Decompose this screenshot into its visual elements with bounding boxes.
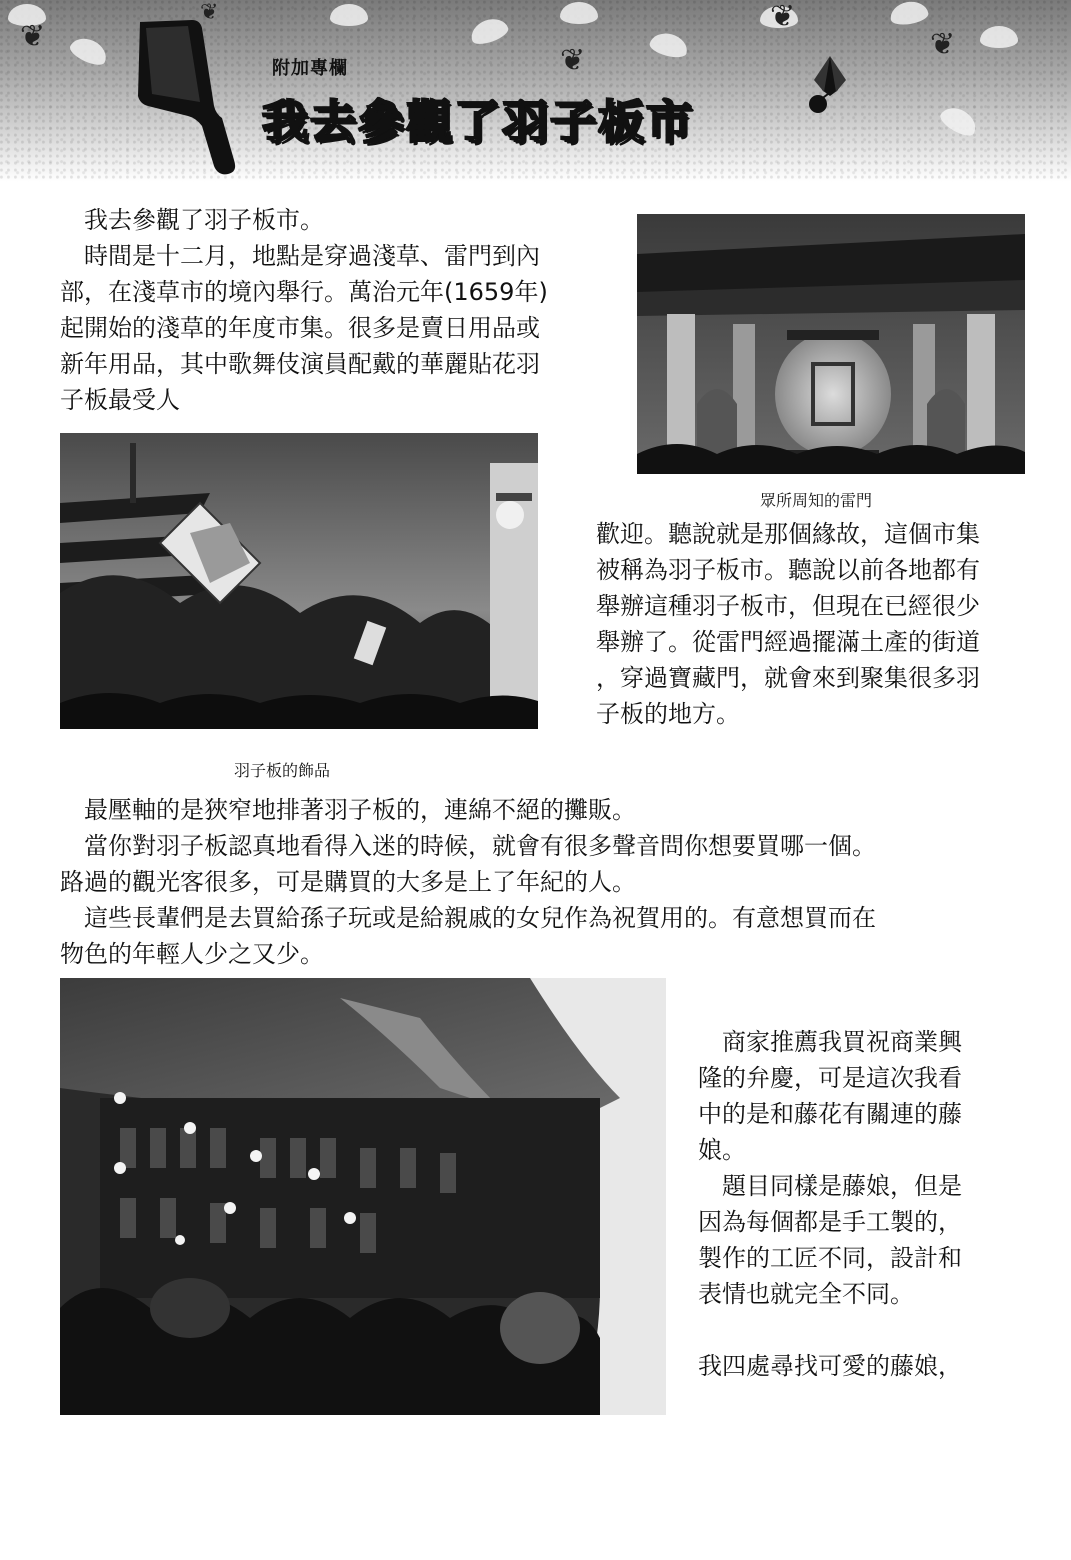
butterfly-icon: ❦ <box>560 43 586 78</box>
right-column-paragraph: 歡迎。聽說就是那個緣故，這個市集 被稱為羽子板市。聽說以前各地都有 舉辦這種羽子板市，但現在已經很少 舉辦了。從雷門經過擺滿土產的街道 ，穿過寶藏門，就會來到聚集很多羽 子板的地方。 <box>596 520 980 728</box>
intro-paragraph-1: 我去參觀了羽子板市。 <box>60 206 324 234</box>
kaminarimon-caption: 眾所周知的雷門 <box>760 491 873 510</box>
leaf-icon <box>980 26 1018 48</box>
kaminarimon-photo <box>637 214 1025 474</box>
shuttlecock-icon <box>800 50 860 120</box>
ornament-caption: 羽子板的飾品 <box>234 761 331 780</box>
ornament-photo <box>60 433 538 729</box>
butterfly-icon: ❦ <box>20 19 46 54</box>
column-kicker: 附加專欄 <box>272 58 348 79</box>
intro-paragraph-2: 時間是十二月，地點是穿過淺草、雷門到內 部，在淺草市的境內舉行。萬治元年(1659年) 起開始的淺草的年度市集。很多是賣日用品或 新年用品，其中歌舞伎演員配戴的華麗貼花羽 子板最受人 <box>60 242 548 414</box>
middle-paragraph: 最壓軸的是狹窄地排著羽子板的，連綿不絕的攤販。 當你對羽子板認真地看得入迷的時候，就會有很多聲音問你想要買哪一個。 路過的觀光客很多，可是購買的大多是上了年紀的人。 這些長輩們是去買給孫子玩或是給親戚的女兒作為祝賀用的。有意想買而在 物色的年輕人少之又少。 <box>60 796 876 968</box>
stalls-photo <box>60 978 666 1415</box>
leaf-icon <box>67 33 111 69</box>
hagoita-paddle-icon <box>130 18 250 178</box>
butterfly-icon: ❦ <box>930 27 956 62</box>
leaf-icon <box>560 2 598 24</box>
butterfly-icon: ❦ <box>200 0 219 25</box>
leaf-icon <box>330 4 368 26</box>
butterfly-icon: ❦ <box>770 0 796 34</box>
leaf-icon <box>888 0 929 27</box>
leaf-icon <box>648 29 690 60</box>
header-banner <box>0 0 1071 182</box>
page-title: 我去參觀了羽子板市 <box>262 95 694 149</box>
lower-right-paragraph: 商家推薦我買祝商業興 隆的弁慶，可是這次我看 中的是和藤花有關連的藤 娘。 題目同樣是藤娘，但是 因為每個都是手工製的， 製作的工匠不同，設計和 表情也就完全不同。 我四處尋找可愛的藤娘， <box>698 1028 962 1380</box>
leaf-icon <box>937 102 981 140</box>
leaf-icon <box>467 14 510 48</box>
